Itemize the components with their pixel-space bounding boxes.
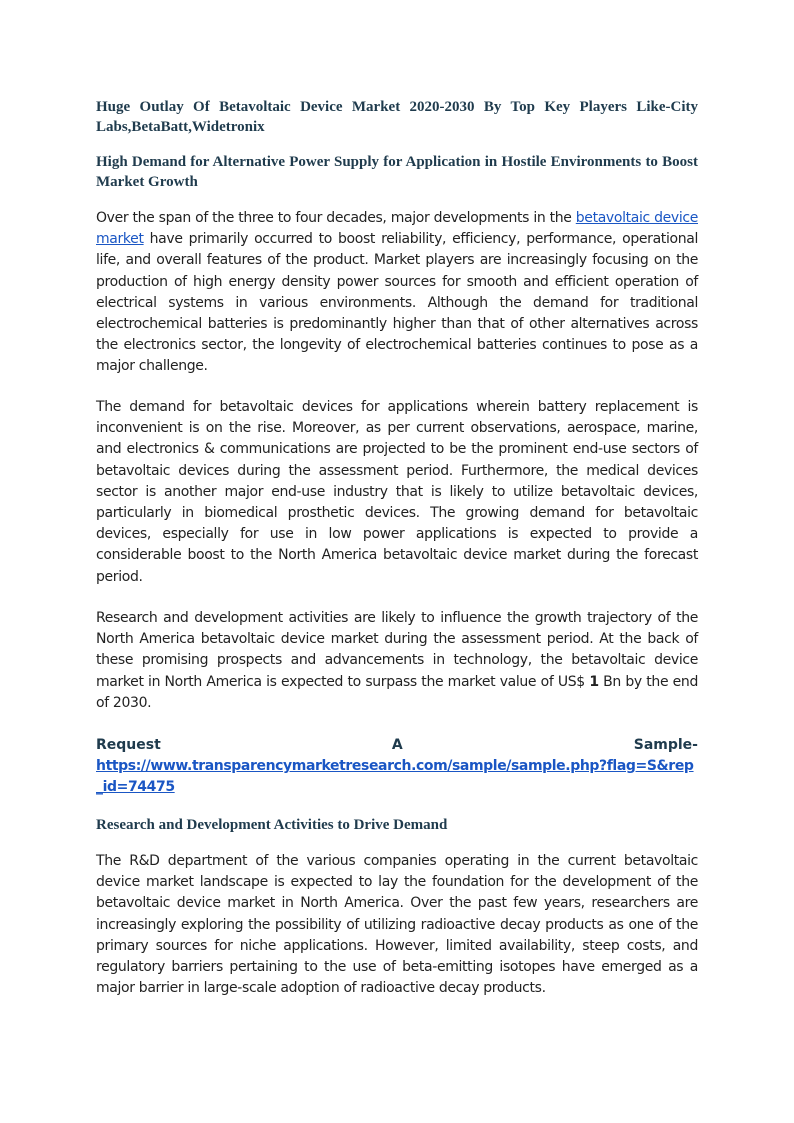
request-sample-block <box>96 735 698 798</box>
a-word: A <box>391 737 403 753</box>
paragraph-research-text-start: Research and development activities are likely to influence the growth trajectory of the North America betavoltaic device market during the assessment period. At the back of these promising prospects and advancements in technology, the betavoltaic device market in North America is expected to surpass the market value of US$ <box>96 610 698 690</box>
paragraph-research <box>96 608 698 714</box>
paragraph-intro-text-end: have primarily occurred to boost reliability, efficiency, performance, operational life, and overall features of the product. Market players are increasingly focusing on the production of high energy density power sources for smooth and efficient operation of electrical systems in various environments. Although the demand for traditional electrochemical batteries is predominantly higher than that of other alternatives across the electronics sector, the longevity of electrochemical batteries continues to pose as a major challenge. <box>96 231 698 375</box>
sample-request-link[interactable]: https://www.transparencymarketresearch.com/sample/sample.php?flag=S&rep_id=74475 <box>96 758 694 795</box>
section-heading-high-demand: High Demand for Alternative Power Supply for Application in Hostile Environments to Boost Market Growth <box>96 154 698 190</box>
paragraph-intro-text-start: Over the span of the three to four decades, major developments in the <box>96 210 576 226</box>
document-title: Huge Outlay Of Betavoltaic Device Market 2020-2030 By Top Key Players Like-City Labs,BetaBatt,Widetronix <box>96 99 698 135</box>
paragraph-intro <box>96 208 698 378</box>
market-value-number: 1 <box>589 673 599 690</box>
betavoltaic-device-market-link[interactable]: betavoltaic device market <box>96 210 698 248</box>
request-word: Request <box>96 737 161 753</box>
section-heading-research-development: Research and Development Activities to Drive Demand <box>96 817 448 833</box>
paragraph-rnd: The R&D department of the various companies operating in the current betavoltaic device market landscape is expected to lay the foundation for the development of the betavoltaic device market in North America. Over the past few years, researchers are increasingly exploring the possibility of utilizing radioactive decay products as one of the primary sources for niche applications. However, limited availability, steep costs, and regulatory barriers pertaining to the use of beta-emitting isotopes have emerged as a major barrier in large-scale adoption of radioactive decay products. <box>96 853 698 997</box>
paragraph-demand: The demand for betavoltaic devices for applications wherein battery replacement is inconvenient is on the rise. Moreover, as per current observations, aerospace, marine, and electronics & communications are projected to be the prominent end-use sectors of betavoltaic devices during the assessment period. Furthermore, the medical devices sector is another major end-use industry that is likely to utilize betavoltaic devices, particularly in biomedical prosthetic devices. The growing demand for betavoltaic devices, especially for use in low power applications is expected to provide a considerable boost to the North America betavoltaic device market during the forecast period. <box>96 399 698 585</box>
sample-word: Sample- <box>633 737 698 753</box>
request-sample-label <box>96 735 698 756</box>
paragraph-research-text-end: Bn by the end of 2030. <box>96 673 698 711</box>
